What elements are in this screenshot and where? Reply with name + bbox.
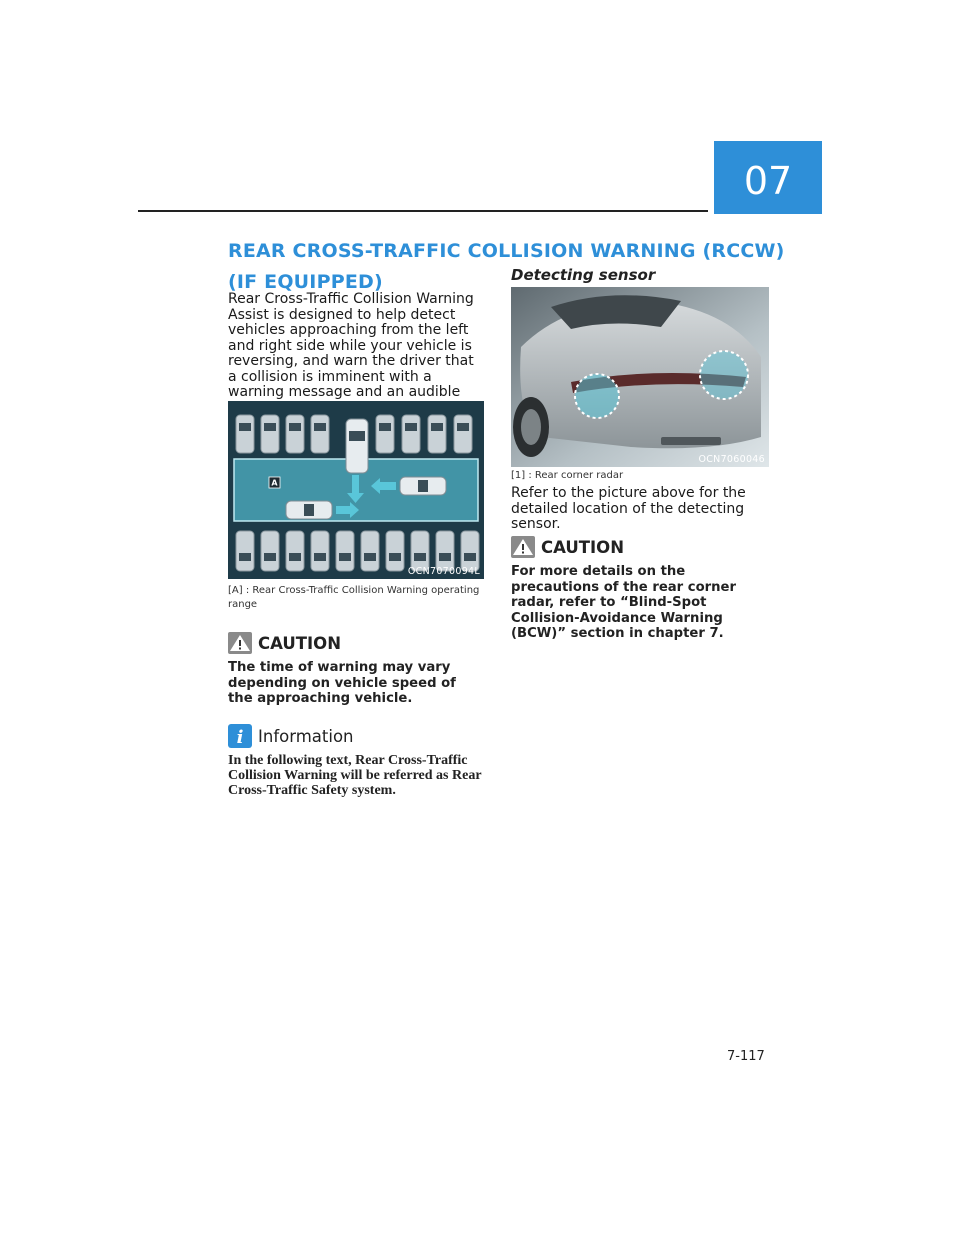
warning-triangle-icon [228,632,252,654]
rear-corner-radar-figure [511,287,769,467]
information-box [228,724,484,798]
sensor-paragraph: Refer to the picture above for the detailed location of the detecting sensor. [511,485,746,532]
figure-code-2: OCN7060046 [698,454,765,465]
rccw-range-figure [228,401,484,579]
page-title: REAR CROSS-TRAFFIC COLLISION WARNING (RCCW) (IF EQUIPPED) [228,240,785,293]
warning-triangle-icon [511,536,535,558]
chapter-tab: 07 [714,141,822,214]
svg-text:i: i [236,727,244,748]
caution-title: CAUTION [258,633,341,653]
page-number: 7-117 [727,1049,765,1064]
information-title: Information [258,726,354,746]
caption-text: Rear Cross-Traffic Collision Warning operating range [228,585,480,610]
parking-lot-illustration [228,401,484,579]
figure-marker-a: A [271,478,278,488]
figure1-caption [228,584,484,612]
caution-box-1 [228,632,484,707]
intro-paragraph: Rear Cross-Traffic Collision Warning Assist is designed to help detect vehicles approaching from the left and right side while your vehicle is reversing, and warn the driver that a collision is imminent with a warning message and an audible [228,291,474,400]
caption-label: [A] : [228,585,250,596]
figure-code: OCN7070094L [407,566,480,577]
caution-box-2 [511,536,769,642]
info-icon [228,724,252,748]
detecting-sensor-heading: Detecting sensor [511,266,656,284]
caution-body-2: For more details on the precautions of the rear corner radar, refer to “Blind-Spot Collision-Avoidance Warning (BCW)” section in chapter 7. [511,564,736,641]
information-body: In the following text, Rear Cross-Traffic Collision Warning will be referred as Rear Cross-Traffic Safety system. [228,753,482,798]
caution-title-2: CAUTION [541,537,624,557]
car-rear-photo [511,287,769,467]
figure2-caption: [1] : Rear corner radar [511,470,624,481]
header-rule [138,210,708,212]
caution-body: The time of warning may vary depending on vehicle speed of the approaching vehicle. [228,660,456,706]
